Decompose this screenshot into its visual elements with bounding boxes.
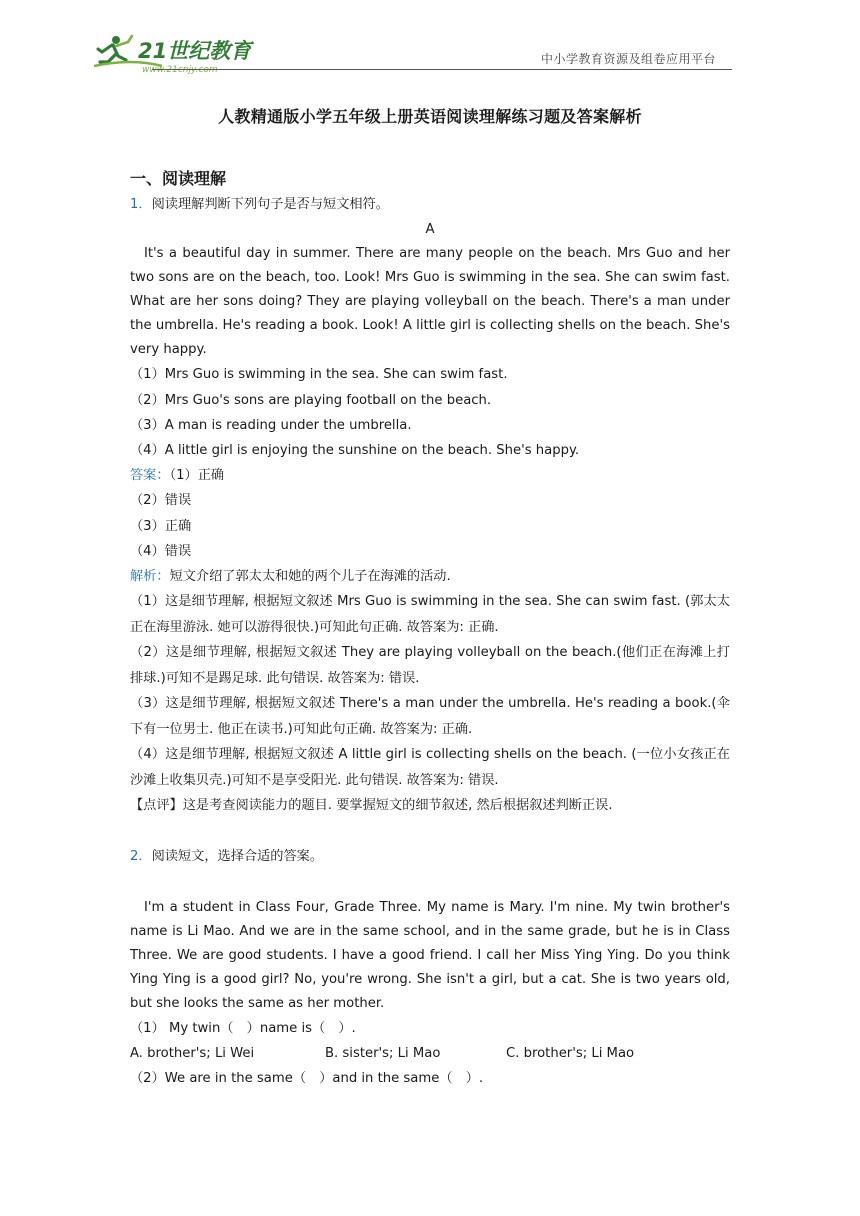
option-c[interactable]: C. brother's; Li Mao	[506, 1045, 635, 1061]
instruction-text: 阅读短文，选择合适的答案。	[151, 849, 324, 865]
answer-options	[130, 1041, 730, 1066]
question-1-instruction	[130, 192, 730, 217]
analysis-label: 解析：	[130, 569, 170, 585]
option-a[interactable]: A. brother's; Li Wei	[130, 1045, 255, 1061]
reading-passage: I'm a student in Class Four, Grade Three. My name is Mary. I'm nine. My twin brother's name is Li Mao. And we are in the same school, and in the same grade, but he is in Class Three. We are good students. I have a good friend. I call her Miss Ying Ying. Do you think Ying Ying is a good girl? No, you're wrong. She isn't a girl, but a cat. She is two years old, but she looks the same as her mother.	[130, 899, 730, 1011]
answer-item: （4）错误	[130, 543, 192, 559]
option-b[interactable]: B. sister's; Li Mao	[325, 1045, 441, 1061]
page-header	[92, 28, 732, 74]
passage-title: A	[425, 222, 435, 238]
answer-item: （2）错误	[130, 493, 192, 509]
answer-item: （1）正确	[169, 468, 225, 484]
analysis-intro-line	[130, 564, 730, 589]
answer-label: 答案：	[130, 468, 170, 484]
reading-passage: It's a beautiful day in summer. There are many people on the beach. Mrs Guo and her two sons are on the beach, too. Look! Mrs Guo is swimming in the sea. She can swim fast. What are her sons doing? They are playing volleyball on the beach. There's a man under the umbrella. He's reading a book. Look! A little girl is collecting shells on the beach. She's very happy.	[130, 246, 730, 358]
analysis-item: （1）这是细节理解, 根据短文叙述 Mrs Guo is swimming in the sea. She can swim fast. (郭太太正在海里游泳. 她可以游得很快.)可知此句正确. 故答案为: 正确.	[130, 594, 730, 635]
header-tagline: 中小学教育资源及组卷应用平台	[540, 52, 716, 66]
logo-wordmark: 21世纪教育	[138, 39, 252, 63]
document-title: 人教精通版小学五年级上册英语阅读理解练习题及答案解析	[218, 107, 642, 126]
document-body	[130, 166, 730, 1091]
instruction-text: 阅读理解判断下列句子是否与短文相符。	[151, 197, 389, 212]
question-number: 1．	[130, 197, 152, 212]
analysis-item: （3）这是细节理解, 根据短文叙述 There's a man under the umbrella. He's reading a book.(伞下有一位男士. 他正在读书.)可知此句正确. 故答案为: 正确.	[130, 696, 730, 737]
answer-line	[130, 463, 730, 488]
statement: （4）A little girl is enjoying the sunshine on the beach. She's happy.	[130, 443, 580, 459]
logo-url: www.21cnjy.com	[142, 65, 218, 74]
answer-item: （3）正确	[130, 518, 192, 534]
statement: （1）Mrs Guo is swimming in the sea. She can swim fast.	[130, 367, 508, 383]
comment: 【点评】这是考查阅读能力的题目. 要掌握短文的细节叙述, 然后根据叙述判断正误.	[130, 798, 613, 814]
section-heading: 一、阅读理解	[130, 169, 227, 188]
statement: （3）A man is reading under the umbrella.	[130, 417, 412, 433]
question-2-instruction	[130, 844, 730, 869]
statement: （2）Mrs Guo's sons are playing football on the beach.	[130, 392, 492, 408]
sub-question: （1） My twin（ ）name is（ ）.	[130, 1020, 356, 1036]
analysis-item: （4）这是细节理解, 根据短文叙述 A little girl is collecting shells on the beach. (一位小女孩正在沙滩上收集贝壳.)可知不是享受阳光. 此句错误. 故答案为: 错误.	[130, 747, 730, 788]
question-number: 2．	[130, 849, 152, 865]
site-logo[interactable]	[92, 32, 282, 74]
runner-logo-icon	[92, 32, 282, 74]
analysis-item: （2）这是细节理解, 根据短文叙述 They are playing volleyball on the beach.(他们正在海滩上打排球.)可知不是踢足球. 此句错误. 故答案为: 错误.	[130, 645, 730, 686]
analysis-intro: 短文介绍了郭太太和她的两个儿子在海滩的活动.	[169, 569, 451, 585]
sub-question: （2）We are in the same（ ）and in the same（ ）.	[130, 1070, 484, 1086]
header-divider	[152, 69, 732, 70]
